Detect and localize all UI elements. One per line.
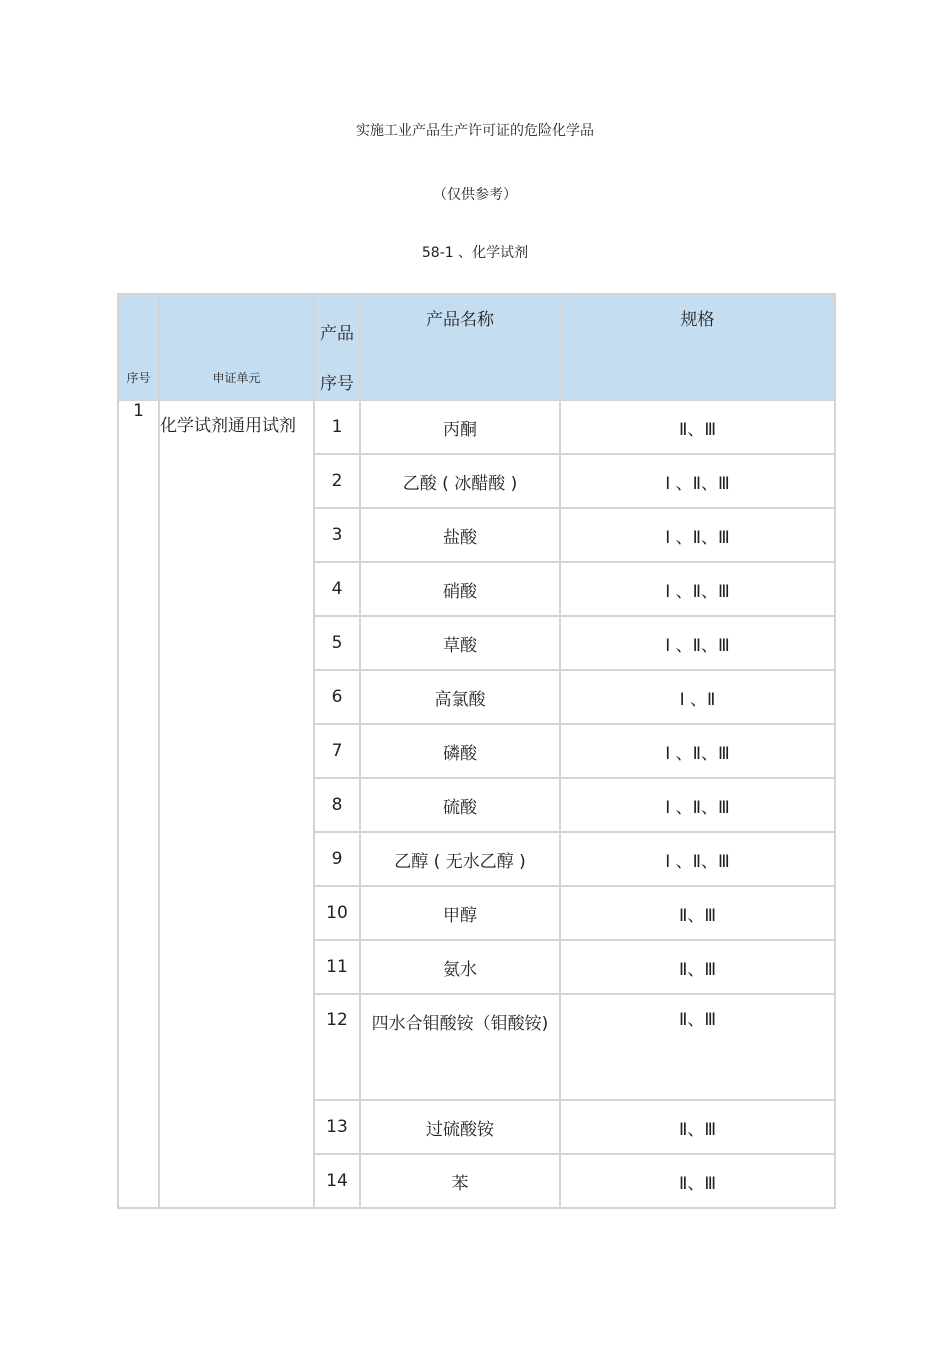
document-subtitle: （仅供参考） xyxy=(433,187,517,203)
header-no: 序号 xyxy=(118,294,159,400)
spec-cell: Ⅱ、Ⅲ xyxy=(560,994,835,1100)
header-unit: 申证单元 xyxy=(159,294,314,400)
product-no-cell: 13 xyxy=(314,1100,360,1154)
product-no-cell: 14 xyxy=(314,1154,360,1208)
spec-cell: Ⅰ 、Ⅱ、Ⅲ xyxy=(560,778,835,832)
spec-cell: Ⅰ 、Ⅱ、Ⅲ xyxy=(560,454,835,508)
header-product-name: 产品名称 xyxy=(360,294,560,400)
spec-cell: Ⅱ、Ⅲ xyxy=(560,940,835,994)
spec-cell: Ⅰ 、Ⅱ、Ⅲ xyxy=(560,724,835,778)
section-heading: 58-1 、化学试剂 xyxy=(421,245,529,261)
group-unit-cell: 化学试剂通用试剂 xyxy=(159,400,314,1208)
product-no-cell: 1 xyxy=(314,400,360,454)
product-name-cell: 过硫酸铵 xyxy=(360,1100,560,1154)
product-no-cell: 9 xyxy=(314,832,360,886)
product-name-cell: 乙酸 ( 冰醋酸 ) xyxy=(360,454,560,508)
spec-cell: Ⅰ 、Ⅱ、Ⅲ xyxy=(560,832,835,886)
product-name-cell: 盐酸 xyxy=(360,508,560,562)
spec-cell: Ⅱ、Ⅲ xyxy=(560,400,835,454)
product-no-cell: 8 xyxy=(314,778,360,832)
table-row xyxy=(118,400,835,454)
product-name-cell: 高氯酸 xyxy=(360,670,560,724)
spec-cell: Ⅰ 、Ⅱ xyxy=(560,670,835,724)
product-name-cell: 硫酸 xyxy=(360,778,560,832)
product-name-cell: 甲醇 xyxy=(360,886,560,940)
product-no-cell: 6 xyxy=(314,670,360,724)
spec-cell: Ⅰ 、Ⅱ、Ⅲ xyxy=(560,508,835,562)
product-name-cell: 苯 xyxy=(360,1154,560,1208)
product-no-cell: 5 xyxy=(314,616,360,670)
product-name-cell: 丙酮 xyxy=(360,400,560,454)
spec-cell: Ⅱ、Ⅲ xyxy=(560,1100,835,1154)
product-no-cell: 3 xyxy=(314,508,360,562)
group-no-cell: 1 xyxy=(118,400,159,1208)
product-no-cell: 4 xyxy=(314,562,360,616)
chemicals-table xyxy=(117,293,836,1209)
spec-cell: Ⅰ 、Ⅱ、Ⅲ xyxy=(560,616,835,670)
product-no-cell: 2 xyxy=(314,454,360,508)
product-name-cell: 磷酸 xyxy=(360,724,560,778)
product-name-cell: 硝酸 xyxy=(360,562,560,616)
product-name-cell: 四水合钼酸铵（钼酸铵) xyxy=(360,994,560,1100)
product-no-cell: 12 xyxy=(314,994,360,1100)
product-name-cell: 氨水 xyxy=(360,940,560,994)
product-no-cell: 10 xyxy=(314,886,360,940)
product-no-cell: 7 xyxy=(314,724,360,778)
spec-cell: Ⅱ、Ⅲ xyxy=(560,1154,835,1208)
header-spec: 规格 xyxy=(560,294,835,400)
product-name-cell: 乙醇 ( 无水乙醇 ) xyxy=(360,832,560,886)
product-name-cell: 草酸 xyxy=(360,616,560,670)
header-product-no: 产品序号 xyxy=(314,294,360,400)
spec-cell: Ⅱ、Ⅲ xyxy=(560,886,835,940)
product-no-cell: 11 xyxy=(314,940,360,994)
document-title: 实施工业产品生产许可证的危险化学品 xyxy=(356,123,594,139)
spec-cell: Ⅰ 、Ⅱ、Ⅲ xyxy=(560,562,835,616)
table-header-row xyxy=(118,294,835,400)
